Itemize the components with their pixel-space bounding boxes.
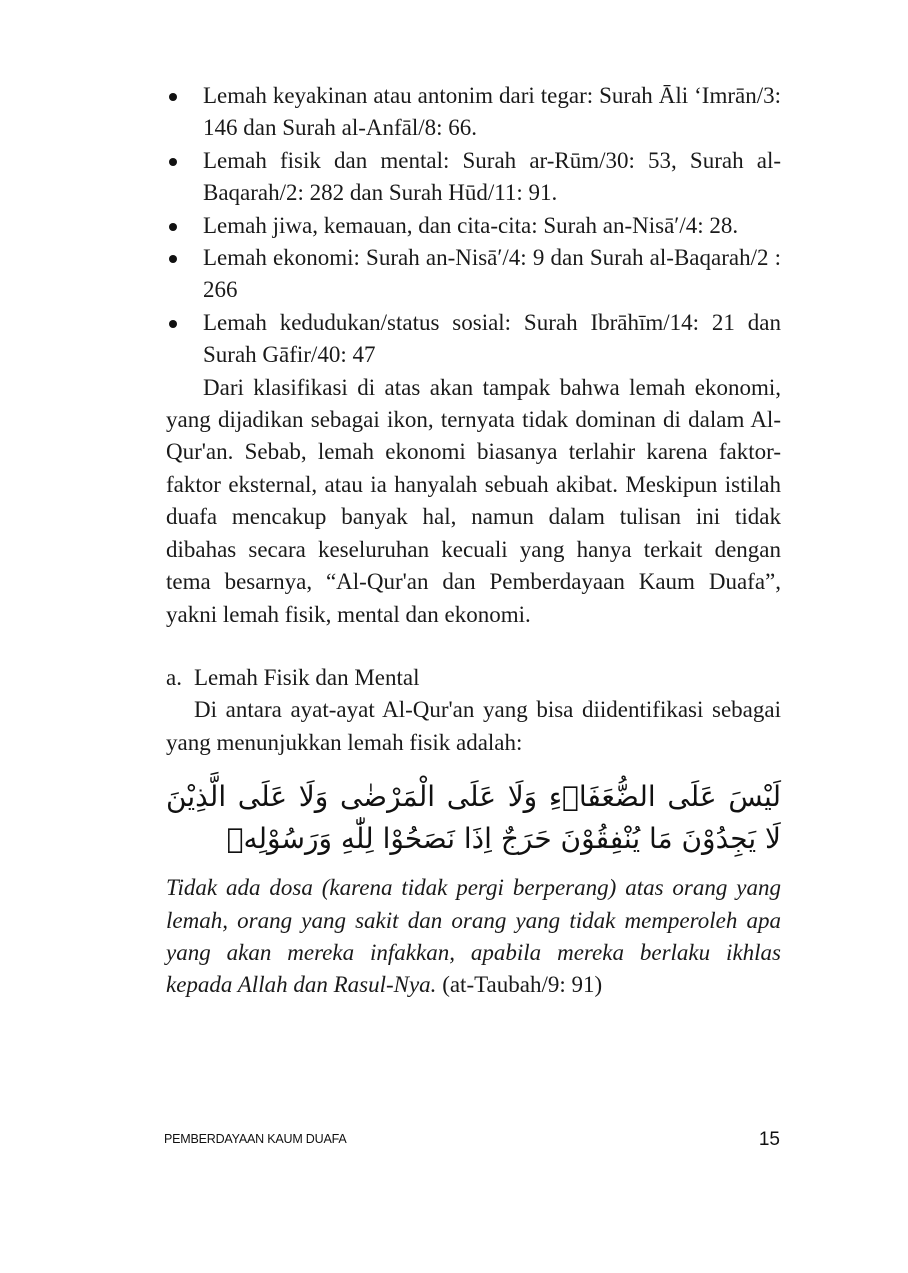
list-item-text: Lemah kedudukan/status sosial: Surah Ibrāhīm/14: 21 dan Surah Gāfir/40: 47 <box>203 309 781 368</box>
verse-reference: (at-Taubah/9: 91) <box>436 972 603 998</box>
page-number: 15 <box>758 1129 780 1150</box>
list-item <box>166 307 781 372</box>
list-item <box>166 80 781 145</box>
verse-translation <box>166 872 781 1002</box>
page-content <box>166 80 781 1002</box>
list-item-text: Lemah ekonomi: Surah an-Nisā′/4: 9 dan Surah al-Baqarah/2 : 266 <box>203 245 781 303</box>
bullet-icon <box>169 223 177 231</box>
section-marker: a. <box>166 664 182 690</box>
section-title: Lemah Fisik dan Mental <box>194 664 420 690</box>
bullet-icon <box>169 93 177 101</box>
classification-list <box>166 80 781 372</box>
bullet-icon <box>169 255 177 263</box>
running-title: PEMBERDAYAAN KAUM DUAFA <box>164 1132 347 1146</box>
list-item-text: Lemah fisik dan mental: Surah ar-Rūm/30: 53, Surah al-Baqarah/2: 282 dan Surah Hūd/11: 91. <box>203 147 781 206</box>
body-paragraph: Dari klasifikasi di atas akan tampak bahwa lemah ekonomi, yang dijadikan sebagai ikon, ternyata tidak dominan di dalam Al-Qur'an. Sebab, lemah ekonomi biasanya terlahir karena faktor-faktor eksternal, atau ia hanyalah sebuah akibat. Meskipun istilah duafa mencakup banyak hal, namun dalam tulisan ini tidak dibahas secara keseluruhan kecuali yang hanya terkait dengan tema besarnya, “Al-Qur'an dan Pemberdayaan Kaum Duafa”, yakni lemah fisik, mental dan ekonomi. <box>166 374 781 627</box>
section-intro: Di antara ayat-ayat Al-Qur'an yang bisa diidentifikasi sebagai yang menunjukkan lemah fisik adalah: <box>166 697 781 755</box>
list-item <box>166 145 781 210</box>
list-item-text: Lemah jiwa, kemauan, dan cita-cita: Surah an-Nisā′/4: 28. <box>203 212 739 238</box>
translation-text: Tidak ada dosa (karena tidak pergi berperang) atas orang yang lemah, orang yang sakit dan orang yang tidak memperoleh apa yang akan mereka infakkan, apabila mereka berlaku ikhlas kepada Allah dan Rasul-Nya. <box>166 875 781 998</box>
list-item <box>166 210 781 242</box>
list-item <box>166 242 781 307</box>
bullet-icon <box>169 320 177 328</box>
list-item-text: Lemah keyakinan atau antonim dari tegar: Surah Āli ‘Imrān/3: 146 dan Surah al-Anfāl/8: 66. <box>203 83 781 141</box>
quran-verse-arabic: لَيْسَ عَلَى الضُّعَفَاۤءِ وَلَا عَلَى الْمَرْضٰى وَلَا عَلَى الَّذِيْنَ لَا يَجِدُوْنَ مَا يُنْفِقُوْنَ حَرَجٌ اِذَا نَصَحُوْا لِلّٰهِ وَرَسُوْلِهٖ <box>166 780 781 856</box>
section-heading <box>166 662 781 694</box>
bullet-icon <box>169 158 177 166</box>
